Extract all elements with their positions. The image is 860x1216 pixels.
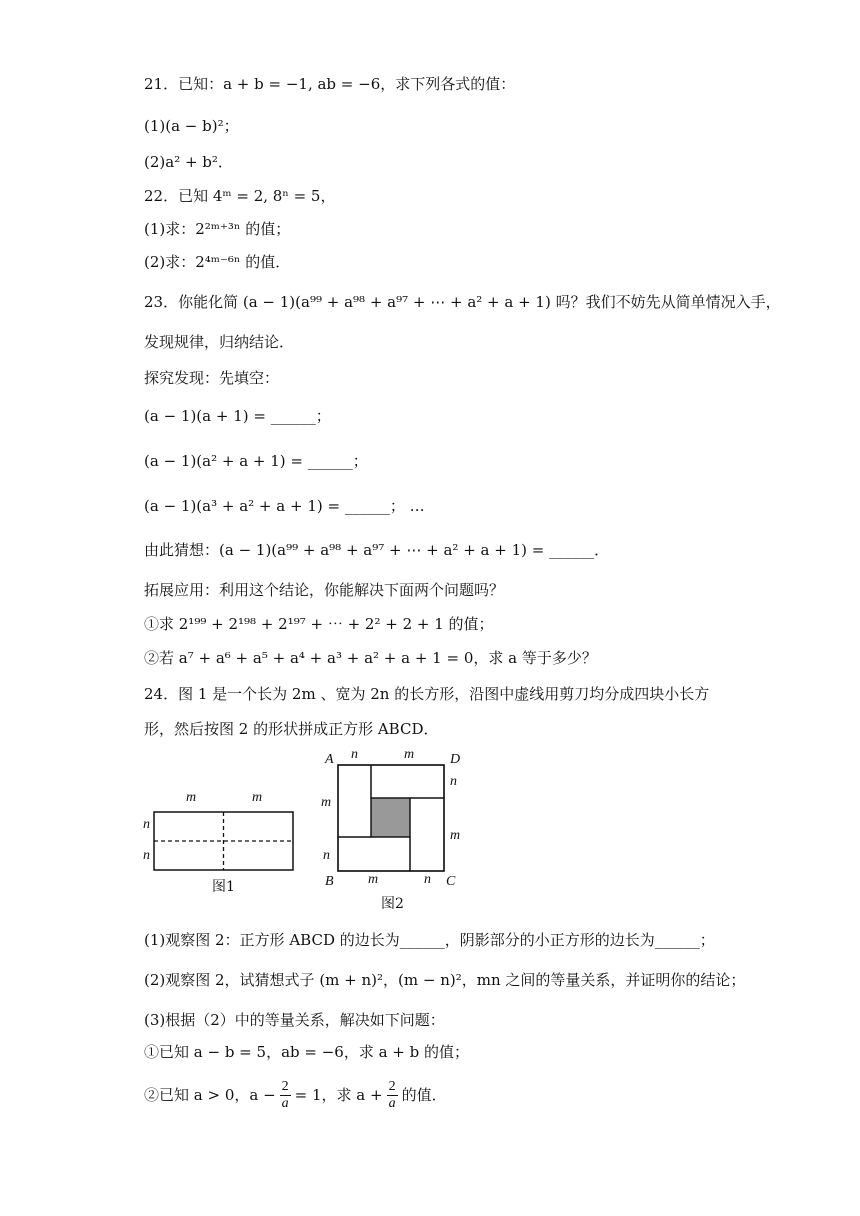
fig2-vertex-A: A	[325, 752, 334, 767]
q24-sub3: (3)根据（2）中的等量关系，解决如下问题：	[144, 1011, 445, 1029]
fig1-caption: 图1	[212, 879, 235, 895]
fig1-label-left-bottom: n	[143, 848, 150, 863]
fig2-label-left-n: n	[323, 848, 330, 863]
fraction-1	[280, 1079, 291, 1112]
q24-sub3-part2	[144, 1075, 447, 1115]
q24-stem-line2: 形，然后按图 2 的形状拼成正方形 ABCD．	[144, 720, 439, 738]
q21-part2: (2)a² + b²．	[144, 153, 233, 171]
q23-guess: 由此猜想：(a − 1)(a⁹⁹ + a⁹⁸ + a⁹⁷ + ⋯ + a² + a + 1) = ______．	[144, 541, 610, 559]
q22-part1: (1)求：2²ᵐ⁺³ⁿ 的值；	[144, 220, 291, 238]
fig2-label-top-m: m	[404, 747, 415, 762]
fig2-label-right-m: m	[450, 828, 461, 843]
q24-s3b-mid: = 1，求 a +	[294, 1086, 383, 1104]
fig2-rect-left	[338, 765, 371, 837]
q23-stem-line2: 发现规律，归纳结论．	[144, 333, 295, 351]
fig2-vertex-B: B	[325, 874, 334, 889]
fraction-1-numerator: 2	[281, 1078, 289, 1094]
fig2-rect-bottom	[338, 837, 410, 871]
q21-stem: 21．已知：a + b = −1, ab = −6，求下列各式的值：	[144, 75, 516, 93]
fraction-2-denominator: a	[388, 1095, 396, 1111]
fraction-2-numerator: 2	[388, 1078, 396, 1094]
fig1-label-top-left: m	[186, 790, 197, 805]
fig2-label-bottom-m: m	[368, 872, 379, 887]
fig2-caption: 图2	[381, 896, 404, 912]
q24-stem-line1: 24．图 1 是一个长为 2m 、宽为 2n 的长方形，沿图中虚线用剪刀均分成四块小长方	[144, 685, 710, 703]
q24-sub2: (2)观察图 2，试猜想式子 (m + n)²，(m − n)²，mn 之间的等量关系，并证明你的结论；	[144, 971, 746, 989]
q24-sub1: (1)观察图 2：正方形 ABCD 的边长为______，阴影部分的小正方形的边长为______；	[144, 931, 715, 949]
q23-apply-heading: 拓展应用：利用这个结论，你能解决下面两个问题吗？	[144, 581, 505, 599]
q21-part1: (1)(a − b)²；	[144, 117, 239, 135]
fig2-label-bottom-n: n	[424, 872, 431, 887]
q23-explore-eq1: (a − 1)(a + 1) = ______；	[144, 407, 331, 425]
fig2-label-top-n: n	[351, 747, 358, 762]
q23-explore-eq3: (a − 1)(a³ + a² + a + 1) = ______； …	[144, 497, 425, 515]
fig2-rect-right	[410, 798, 444, 871]
q22-stem: 22．已知 4ᵐ = 2, 8ⁿ = 5，	[144, 187, 336, 205]
q23-stem-line1: 23．你能化简 (a − 1)(a⁹⁹ + a⁹⁸ + a⁹⁷ + ⋯ + a² + a + 1) 吗？我们不妨先从简单情况入手，	[144, 293, 781, 311]
q24-sub3-part1: ①已知 a − b = 5，ab = −6，求 a + b 的值；	[144, 1043, 470, 1061]
fig2-label-right-n: n	[450, 774, 457, 789]
fig1-label-top-right: m	[252, 790, 263, 805]
q24-s3b-pre: ②已知 a > 0，a −	[144, 1086, 276, 1104]
fig2-label-left-m: m	[321, 795, 332, 810]
fig2-shaded-square	[371, 798, 410, 837]
q23-apply-1: ①求 2¹⁹⁹ + 2¹⁹⁸ + 2¹⁹⁷ + ⋯ + 2² + 2 + 1 的值；	[144, 615, 494, 633]
q23-explore-eq2: (a − 1)(a² + a + 1) = ______；	[144, 452, 368, 470]
fraction-1-denominator: a	[281, 1095, 289, 1111]
fig2-vertex-C: C	[446, 874, 456, 889]
q24-s3b-post: 的值．	[401, 1086, 447, 1104]
fig2-rect-top	[371, 765, 444, 798]
q22-part2: (2)求：2⁴ᵐ⁻⁶ⁿ 的值．	[144, 253, 291, 271]
q23-apply-2: ②若 a⁷ + a⁶ + a⁵ + a⁴ + a³ + a² + a + 1 = 0，求 a 等于多少？	[144, 649, 597, 667]
q23-explore-heading: 探究发现：先填空：	[144, 369, 280, 387]
fig1-label-left-top: n	[143, 817, 150, 832]
fig2-vertex-D: D	[450, 752, 461, 767]
fraction-2	[387, 1079, 398, 1112]
